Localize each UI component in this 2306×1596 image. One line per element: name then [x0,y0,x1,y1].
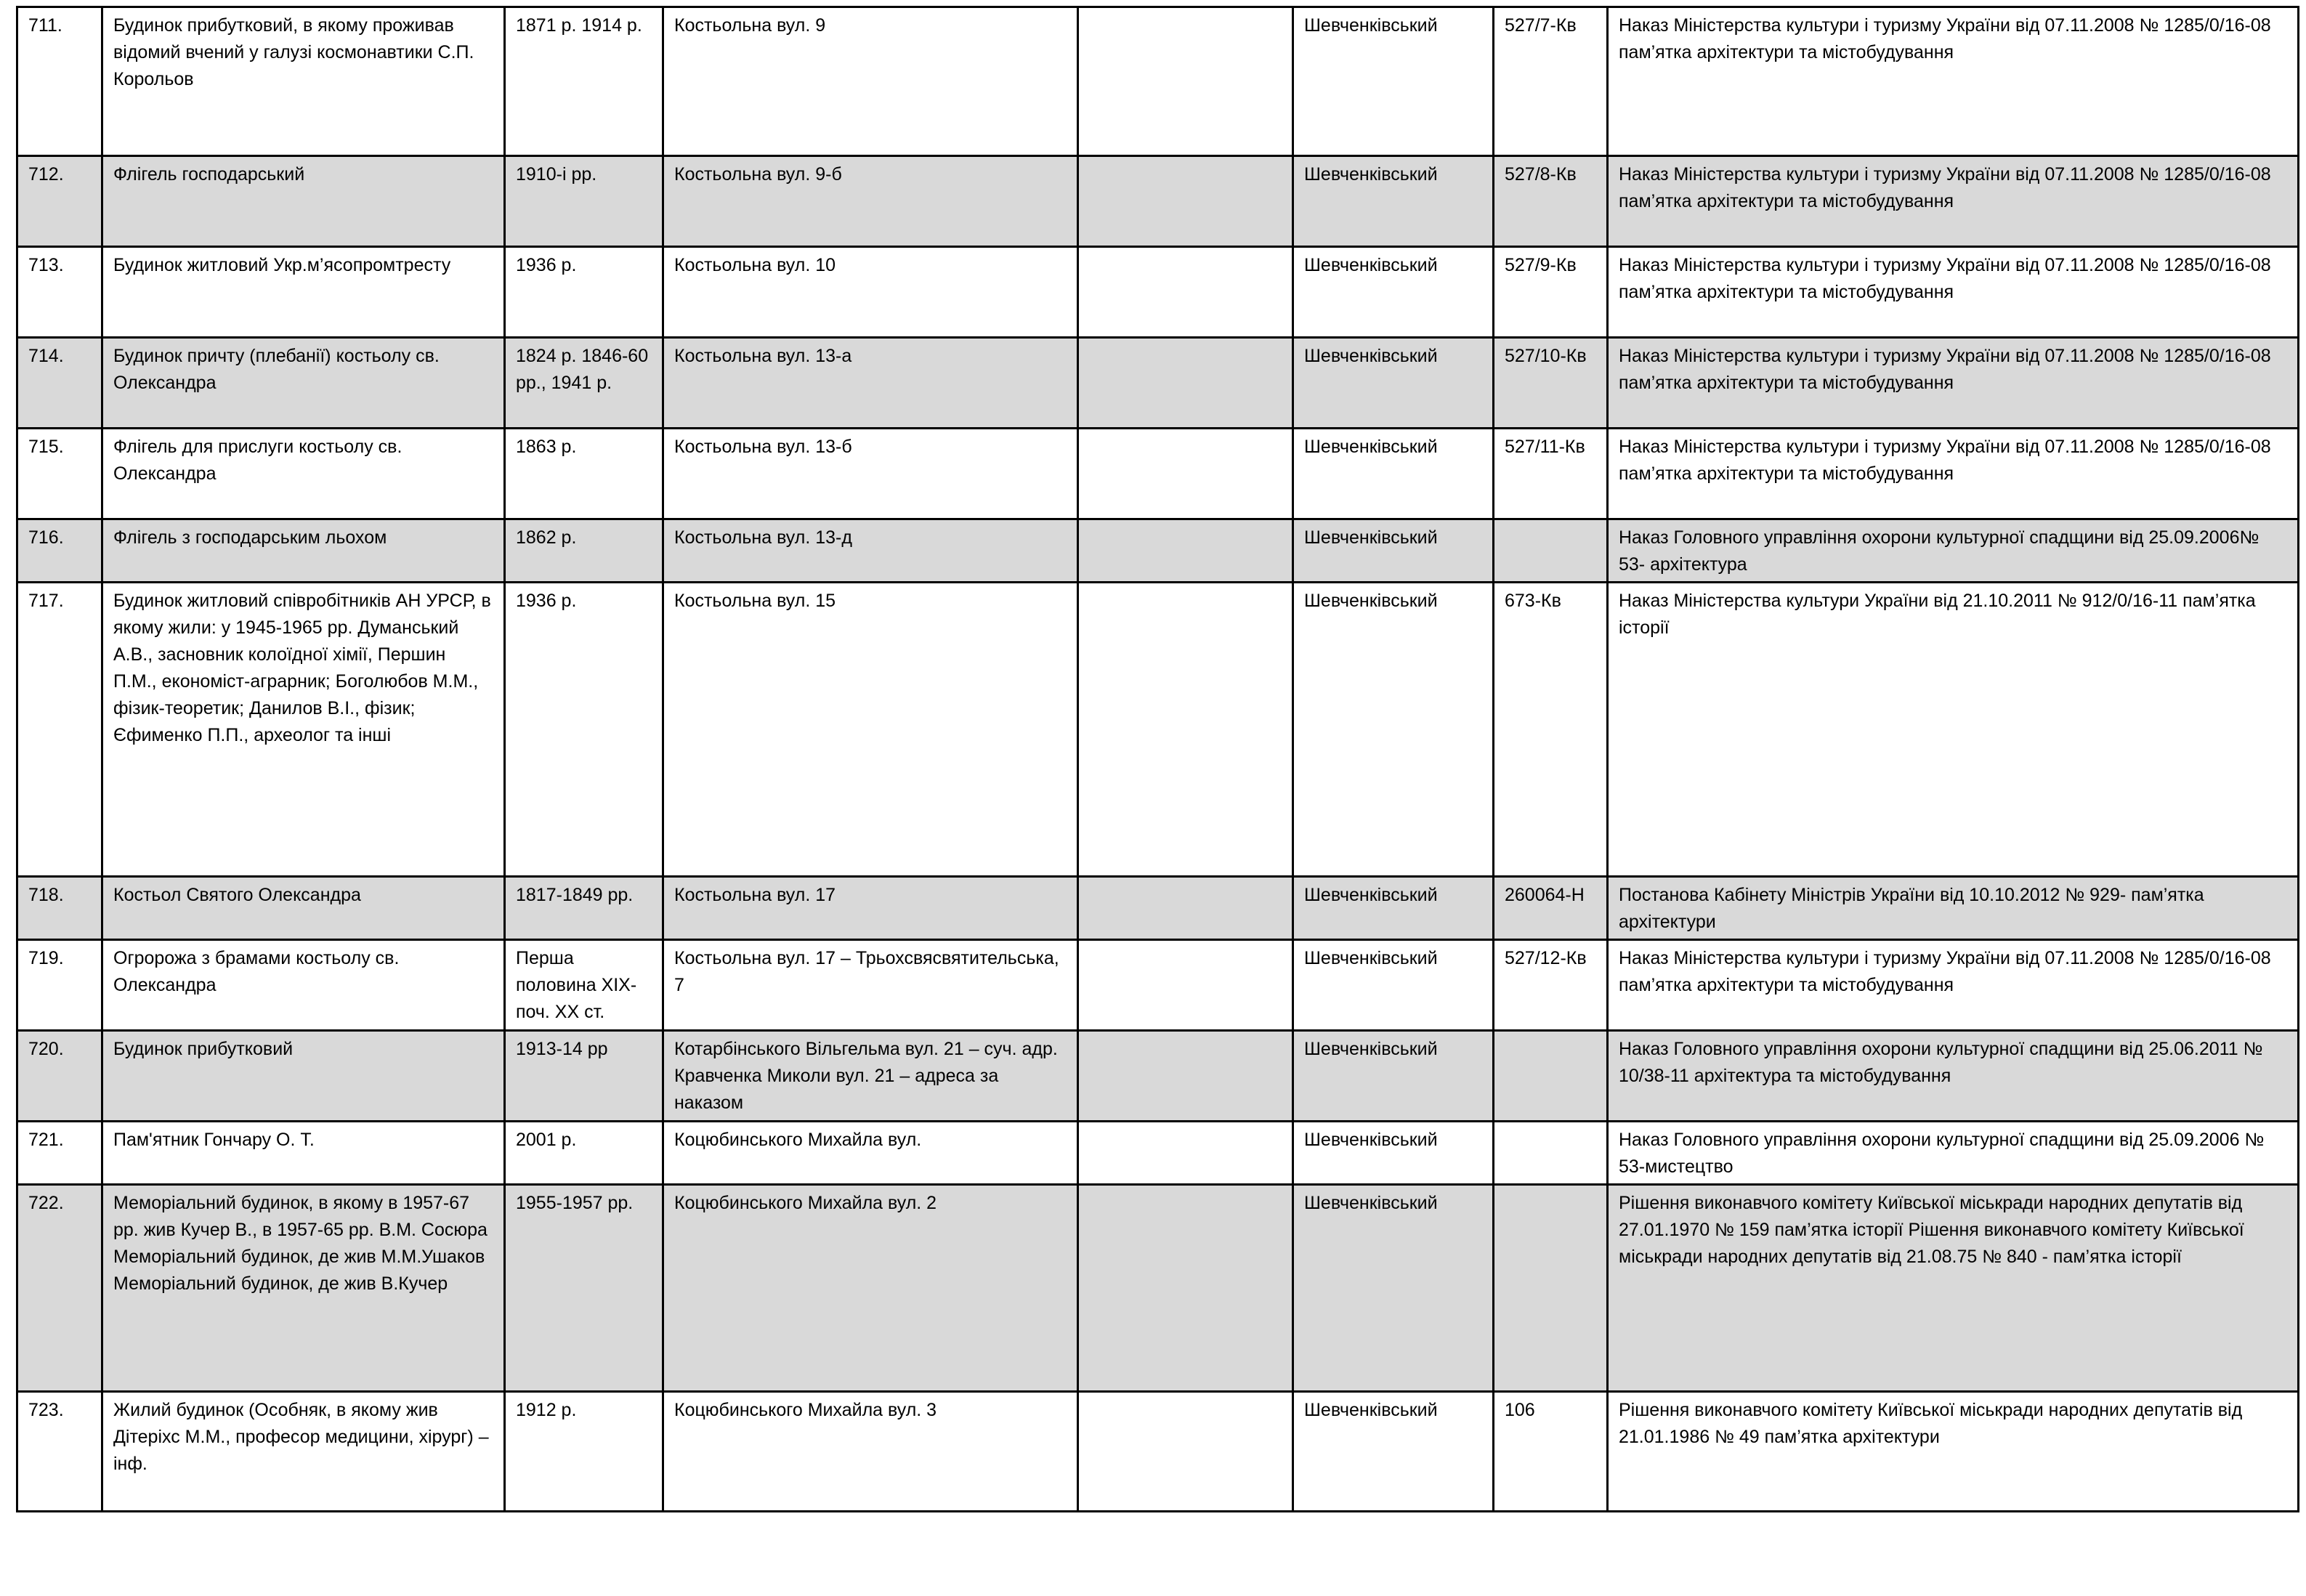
cell-empty-cell [1078,429,1293,519]
cell-legal-document: Наказ Головного управління охорони культурної спадщини від 25.09.2006№ 53- архітектура [1608,519,2299,583]
cell-construction-date: 1913-14 рр [505,1031,663,1122]
cell-address: Коцюбинського Михайла вул. 2 [663,1185,1078,1392]
cell-protection-number [1494,519,1608,583]
cell-legal-document: Наказ Міністерства культури і туризму України від 07.11.2008 № 1285/0/16-08 пам’ятка архітектури та містобудування [1608,429,2299,519]
cell-empty-cell [1078,519,1293,583]
cell-empty-cell [1078,338,1293,429]
cell-row-number: 711. [17,7,102,156]
cell-legal-document: Наказ Міністерства культури і туризму України від 07.11.2008 № 1285/0/16-08 пам’ятка архітектури та містобудування [1608,940,2299,1031]
cell-empty-cell [1078,247,1293,338]
cell-address: Костьольна вул. 17 [663,877,1078,940]
cell-protection-number: 527/10-Кв [1494,338,1608,429]
cell-legal-document: Постанова Кабінету Міністрів України від 10.10.2012 № 929- пам’ятка архітектури [1608,877,2299,940]
cell-empty-cell [1078,1392,1293,1512]
cell-row-number: 717. [17,583,102,877]
cell-row-number: 721. [17,1122,102,1185]
cell-protection-number: 527/11-Кв [1494,429,1608,519]
cell-object-name: Флігель господарський [102,156,505,247]
cell-district: Шевченківський [1293,247,1494,338]
cell-district: Шевченківський [1293,156,1494,247]
cell-row-number: 714. [17,338,102,429]
cell-object-name: Меморіальний будинок, в якому в 1957-67 рр. жив Кучер В., в 1957-65 рр. В.М. Сосюра Меморіальний будинок, де жив М.М.Ушаков Меморіальний будинок, де жив В.Кучер [102,1185,505,1392]
cell-address: Коцюбинського Михайла вул. 3 [663,1392,1078,1512]
cell-district: Шевченківський [1293,338,1494,429]
cell-empty-cell [1078,877,1293,940]
cell-protection-number: 106 [1494,1392,1608,1512]
cell-object-name: Флігель з господарським льохом [102,519,505,583]
table-row [17,156,2299,247]
cell-district: Шевченківський [1293,583,1494,877]
table-row [17,429,2299,519]
cell-row-number: 723. [17,1392,102,1512]
cell-row-number: 718. [17,877,102,940]
cell-protection-number: 673-Кв [1494,583,1608,877]
cell-address: Костьольна вул. 17 – Трьохсвясвятительська, 7 [663,940,1078,1031]
table-row [17,1185,2299,1392]
table-row [17,7,2299,156]
cell-protection-number [1494,1122,1608,1185]
cell-object-name: Флігель для прислуги костьолу св. Олександра [102,429,505,519]
cell-address: Коцюбинського Михайла вул. [663,1122,1078,1185]
cell-object-name: Огророжа з брамами костьолу св. Олександра [102,940,505,1031]
cell-address: Котарбінського Вільгельма вул. 21 – суч. адр. Кравченка Миколи вул. 21 – адреса за наказом [663,1031,1078,1122]
cell-row-number: 715. [17,429,102,519]
cell-construction-date: 1936 р. [505,583,663,877]
cell-empty-cell [1078,156,1293,247]
cell-address: Костьольна вул. 15 [663,583,1078,877]
cell-legal-document: Наказ Міністерства культури України від 21.10.2011 № 912/0/16-11 пам’ятка історії [1608,583,2299,877]
cell-empty-cell [1078,583,1293,877]
cell-protection-number [1494,1185,1608,1392]
table-row [17,1031,2299,1122]
cell-district: Шевченківський [1293,1122,1494,1185]
cell-address: Костьольна вул. 10 [663,247,1078,338]
table-row [17,940,2299,1031]
cell-legal-document: Наказ Міністерства культури і туризму України від 07.11.2008 № 1285/0/16-08 пам’ятка архітектури та містобудування [1608,247,2299,338]
cell-row-number: 713. [17,247,102,338]
cell-construction-date: Перша половина XIX-поч. XX ст. [505,940,663,1031]
cell-district: Шевченківський [1293,519,1494,583]
cell-protection-number: 527/12-Кв [1494,940,1608,1031]
cell-protection-number [1494,1031,1608,1122]
table-row [17,247,2299,338]
cell-legal-document: Наказ Міністерства культури і туризму України від 07.11.2008 № 1285/0/16-08 пам’ятка архітектури та містобудування [1608,338,2299,429]
cell-address: Костьольна вул. 13-б [663,429,1078,519]
cell-legal-document: Наказ Міністерства культури і туризму України від 07.11.2008 № 1285/0/16-08 пам’ятка архітектури та містобудування [1608,7,2299,156]
cell-empty-cell [1078,1122,1293,1185]
cell-protection-number: 527/9-Кв [1494,247,1608,338]
cell-empty-cell [1078,1185,1293,1392]
cell-construction-date: 1871 р. 1914 р. [505,7,663,156]
cell-object-name: Будинок прибутковий [102,1031,505,1122]
cell-object-name: Костьол Святого Олександра [102,877,505,940]
cell-address: Костьольна вул. 13-д [663,519,1078,583]
cell-district: Шевченківський [1293,1392,1494,1512]
cell-legal-document: Наказ Міністерства культури і туризму України від 07.11.2008 № 1285/0/16-08 пам’ятка архітектури та містобудування [1608,156,2299,247]
cell-address: Костьольна вул. 9 [663,7,1078,156]
cell-construction-date: 1862 р. [505,519,663,583]
table-row [17,519,2299,583]
cell-row-number: 722. [17,1185,102,1392]
cell-row-number: 716. [17,519,102,583]
cell-district: Шевченківський [1293,429,1494,519]
table-row [17,583,2299,877]
table-row [17,338,2299,429]
cell-protection-number: 527/8-Кв [1494,156,1608,247]
cell-construction-date: 2001 р. [505,1122,663,1185]
monuments-registry-table [16,6,2299,1512]
cell-district: Шевченківський [1293,1031,1494,1122]
cell-construction-date: 1863 р. [505,429,663,519]
cell-legal-document: Рішення виконавчого комітету Київської міськради народних депутатів від 21.01.1986 № 49 пам’ятка архітектури [1608,1392,2299,1512]
cell-protection-number: 260064-Н [1494,877,1608,940]
cell-address: Костьольна вул. 9-б [663,156,1078,247]
cell-district: Шевченківський [1293,877,1494,940]
cell-empty-cell [1078,7,1293,156]
cell-construction-date: 1936 р. [505,247,663,338]
table-row [17,1122,2299,1185]
table-row [17,1392,2299,1512]
cell-district: Шевченківський [1293,1185,1494,1392]
cell-object-name: Жилий будинок (Особняк, в якому жив Дітеріхс М.М., професор медицини, хірург) –інф. [102,1392,505,1512]
cell-row-number: 712. [17,156,102,247]
cell-district: Шевченківський [1293,940,1494,1031]
cell-construction-date: 1955-1957 рр. [505,1185,663,1392]
table-row [17,877,2299,940]
cell-protection-number: 527/7-Кв [1494,7,1608,156]
cell-legal-document: Рішення виконавчого комітету Київської міськради народних депутатів від 27.01.1970 № 159 пам’ятка історії Рішення виконавчого комітету Київської міськради народних депутатів від 21.08.75 № 840 - пам’ятка історії [1608,1185,2299,1392]
cell-object-name: Будинок житловий співробітників АН УРСР, в якому жили: у 1945-1965 рр. Думанський А.В., засновник колоїдної хімії, Першин П.М., економіст-аграрник; Боголюбов М.М., фізик-теоретик; Данилов В.І., фізик; Єфименко П.П., археолог та інші [102,583,505,877]
cell-empty-cell [1078,940,1293,1031]
cell-object-name: Будинок причту (плебанії) костьолу св. Олександра [102,338,505,429]
cell-row-number: 720. [17,1031,102,1122]
cell-construction-date: 1824 р. 1846-60 рр., 1941 р. [505,338,663,429]
cell-address: Костьольна вул. 13-а [663,338,1078,429]
cell-row-number: 719. [17,940,102,1031]
cell-construction-date: 1912 р. [505,1392,663,1512]
cell-construction-date: 1817-1849 рр. [505,877,663,940]
cell-district: Шевченківський [1293,7,1494,156]
cell-object-name: Будинок прибутковий, в якому проживав відомий вчений у галузі космонавтики С.П. Корольов [102,7,505,156]
cell-object-name: Пам'ятник Гончару О. Т. [102,1122,505,1185]
cell-object-name: Будинок житловий Укр.м’ясопромтресту [102,247,505,338]
cell-legal-document: Наказ Головного управління охорони культурної спадщини від 25.09.2006 № 53-мистецтво [1608,1122,2299,1185]
cell-empty-cell [1078,1031,1293,1122]
cell-legal-document: Наказ Головного управління охорони культурної спадщини від 25.06.2011 № 10/38-11 архітектура та містобудування [1608,1031,2299,1122]
cell-construction-date: 1910-і рр. [505,156,663,247]
